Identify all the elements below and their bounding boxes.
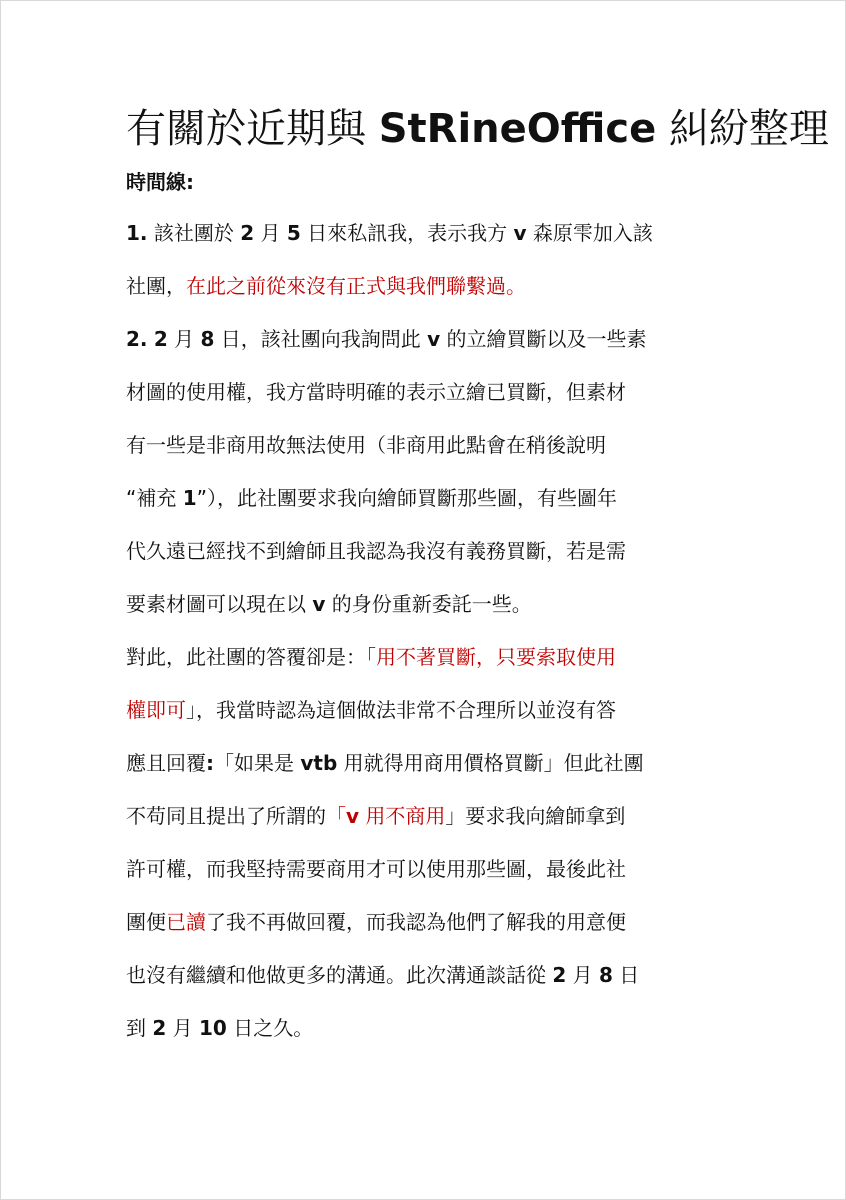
text-span: 」 (445, 804, 466, 828)
item-3-line-7 (126, 949, 726, 1002)
highlighted-text: 「 (326, 804, 346, 828)
document-body (126, 106, 829, 1055)
text-span: 不苟同且提出了所謂的 (126, 804, 326, 828)
item-2-line-5: 代久遠已經找不到繪師且我認為我沒有義務買斷，若是需 (126, 539, 626, 563)
text-span: 的身份重新委託一些。 (325, 592, 532, 616)
text-span: 「如果是 (214, 751, 301, 775)
highlighted-text: 用不商用 (359, 804, 446, 828)
text-span: 也沒有繼續和他做更多的溝通。此次溝通談話從 (126, 963, 553, 987)
date-number: 2 (153, 327, 168, 351)
text-span: 應且回覆 (126, 751, 206, 775)
text-span: 月 (167, 327, 201, 351)
text-span: “補充 (126, 486, 183, 510)
timeline-item-1 (126, 207, 726, 313)
item-3-line-1 (126, 631, 726, 684)
text-span: 日之久。 (226, 1016, 314, 1040)
text-span: 」，我當時認為這個做法非常不合理所以並沒有答 (186, 698, 616, 722)
text-span: 月 (254, 221, 287, 245)
text-span: 日來私訊我，表示我方 (300, 221, 514, 245)
date-number: 8 (200, 327, 215, 351)
item-3-line-8 (126, 1002, 726, 1055)
text-span: 社團， (126, 274, 186, 298)
text-span: 月 (166, 1016, 199, 1040)
highlighted-text: 已讀 (166, 910, 206, 934)
item-1-number: 1. (126, 221, 148, 245)
latin-term: v (513, 221, 527, 245)
title-organization-name: StRineOffice (378, 106, 657, 152)
item-3-line-3 (126, 737, 726, 790)
text-span: 日，該社團向我詢問此 (214, 327, 428, 351)
item-2-number: 2. (126, 327, 148, 351)
item-1-line-1 (126, 207, 726, 260)
text-span: 了我不再做回覆，而我認為他們了解我的用意便 (206, 910, 626, 934)
date-number: 2 (240, 221, 255, 245)
text-span: ），此社團要求我向繪師買斷那些圖，有些圖年 (207, 486, 618, 510)
text-span: 團便 (126, 910, 166, 934)
highlighted-text: 在此之前從來沒有正式與我們聯繫過。 (186, 274, 526, 298)
text-span: 對此，此社團的答覆卻是：「 (126, 645, 376, 669)
text-span: 用就得用商用價格買斷」但此社團 (337, 751, 644, 775)
text-span: 的立繪買斷以及一些素 (440, 327, 647, 351)
item-3-line-4 (126, 790, 726, 843)
date-number: 5 (286, 221, 301, 245)
item-2-line-2: 材圖的使用權，我方當時明確的表示立繪已買斷，但素材 (126, 380, 626, 404)
item-3-line-6 (126, 896, 726, 949)
item-2-line-6 (126, 578, 726, 631)
timeline-item-2 (126, 313, 726, 631)
title-prefix: 有關於近期與 (126, 106, 379, 152)
item-3-line-2 (126, 684, 726, 737)
item-1-line-2 (126, 260, 726, 313)
text-span: 該社團於 (153, 221, 241, 245)
timeline-item-2-continued (126, 631, 726, 1055)
title-suffix: 糾紛整理 (656, 106, 829, 152)
text-span: ” (196, 486, 208, 510)
item-2-line-3: 有一些是非商用故無法使用（非商用此點會在稍後說明 (126, 433, 606, 457)
text-span: 要素材圖可以現在以 (126, 592, 313, 616)
text-span: 月 (566, 963, 599, 987)
latin-term: v (312, 592, 326, 616)
date-number: 2 (552, 963, 567, 987)
item-3-line-5: 許可權，而我堅持需要商用才可以使用那些圖，最後此社 (126, 857, 626, 881)
date-number: 8 (599, 963, 613, 987)
supplement-number: 1 (182, 486, 197, 510)
highlighted-text: 權即可 (126, 698, 186, 722)
document-title (126, 106, 829, 152)
text-span: 要求我向繪師拿到 (465, 804, 626, 828)
highlighted-latin-term: v (346, 804, 360, 828)
item-2-line-4 (126, 472, 726, 525)
latin-term: v (427, 327, 441, 351)
date-number: 2 (152, 1016, 167, 1040)
text-span: 日 (612, 963, 640, 987)
date-number: 10 (199, 1016, 227, 1040)
text-span: 到 (126, 1016, 153, 1040)
text-span: 森原雫加入該 (526, 221, 653, 245)
latin-term: vtb (300, 751, 338, 775)
timeline-heading: 時間線: (126, 170, 194, 194)
colon-mark: : (206, 751, 214, 775)
item-2-line-1 (126, 313, 726, 366)
highlighted-text: 用不著買斷，只要索取使用 (376, 645, 616, 669)
